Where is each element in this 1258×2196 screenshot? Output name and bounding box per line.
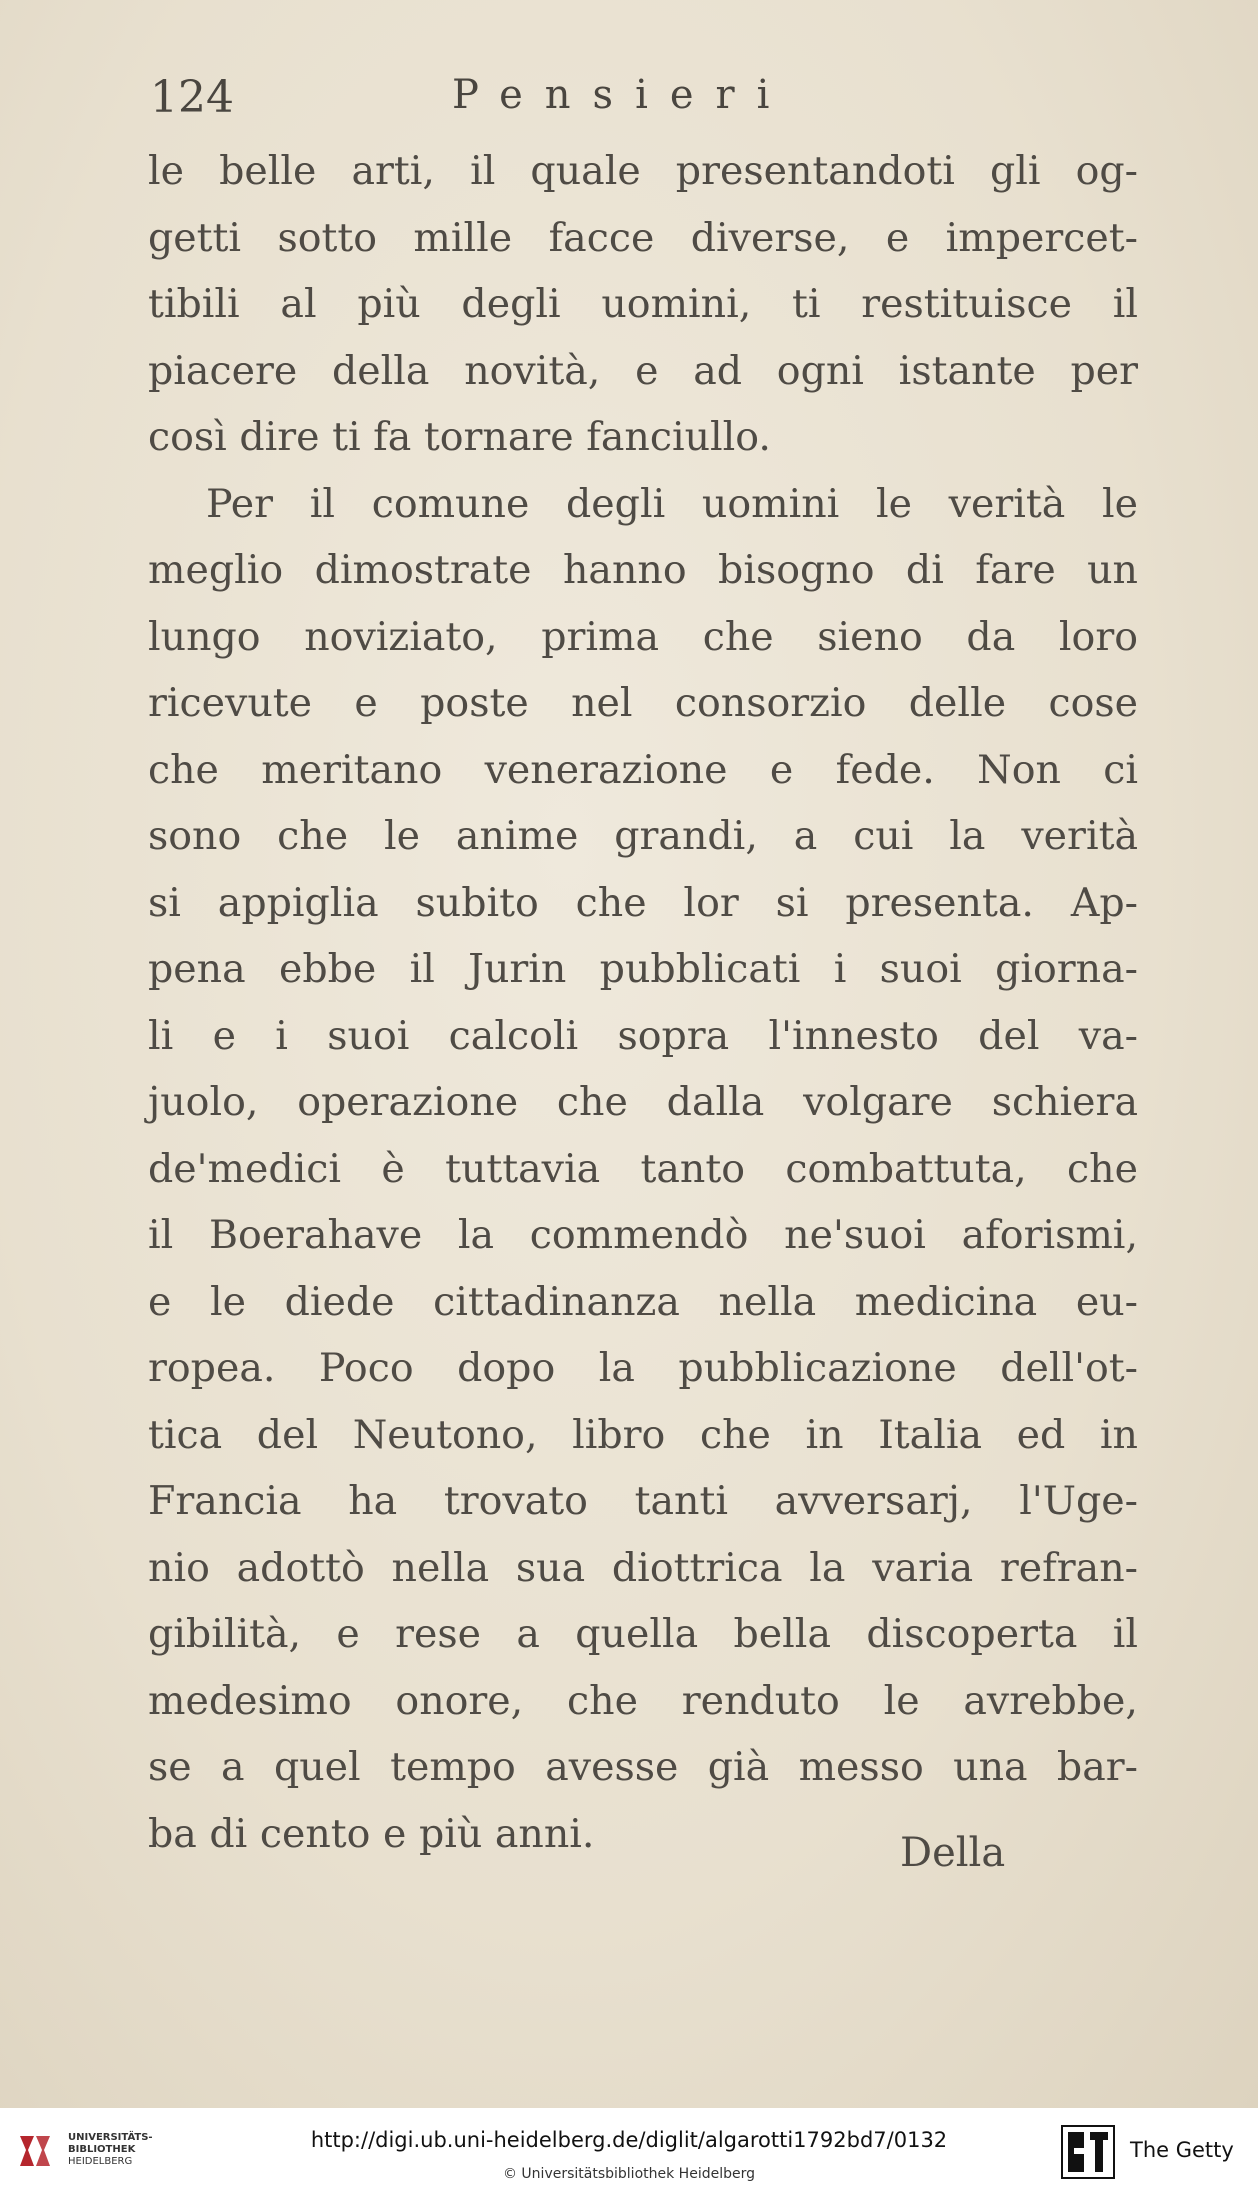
text-line: tibili al più degli uomini, ti restituisce il: [148, 281, 1138, 327]
text-line: che meritano venerazione e fede. Non ci: [148, 746, 1138, 793]
library-name-line: BIBLIOTHEK: [68, 2144, 136, 2155]
text-line: meglio dimostrate hanno bisogno di fare un: [148, 547, 1138, 593]
permalink-url[interactable]: http://digi.ub.uni-heidelberg.de/diglit/algarotti1792bd7/0132: [310, 2128, 948, 2152]
copyright-notice: © Universitätsbibliothek Heidelberg: [502, 2166, 755, 2182]
text-line: juolo, operazione che dalla volgare schiera: [148, 1079, 1138, 1125]
text-line: tica del Neutono, libro che in Italia ed in: [148, 1411, 1138, 1458]
text-line: Francia ha trovato tanti avversarj, l'Uge-: [148, 1478, 1138, 1524]
text-line: il Boerahave la commendò ne'suoi aforismi,: [148, 1212, 1138, 1258]
library-name-line: UNIVERSITÄTS-: [68, 2132, 153, 2143]
text-line: così dire ti fa tornare fanciullo.: [148, 414, 771, 460]
text-line: lungo noviziato, prima che sieno da loro: [148, 613, 1138, 660]
text-line: se a quel tempo avesse già messo una bar-: [148, 1744, 1138, 1790]
text-line: sono che le anime grandi, a cui la verità: [148, 813, 1138, 859]
catchword: Della: [900, 1830, 1006, 1876]
text-line: ropea. Poco dopo la pubblicazione dell'ot-: [148, 1345, 1138, 1391]
running-title: Pensieri: [452, 72, 792, 118]
body-text: [148, 138, 1138, 1867]
text-line: si appiglia subito che lor si presenta. Ap-: [148, 879, 1138, 926]
text-line: Per il comune degli uomini le verità le: [206, 480, 1138, 527]
text-line: getti sotto mille facce diverse, e impercet-: [148, 214, 1138, 261]
text-line: ba di cento e più anni.: [148, 1810, 595, 1857]
page-number: 124: [150, 72, 234, 123]
text-line: ricevute e poste nel consorzio delle cose: [148, 680, 1138, 726]
getty-logo-icon[interactable]: [1058, 2122, 1118, 2182]
text-line: pena ebbe il Jurin pubblicati i suoi giorna-: [148, 946, 1138, 992]
running-head: [150, 62, 1150, 132]
text-line: medesimo onore, che renduto le avrebbe,: [148, 1677, 1138, 1724]
text-line: nio adottò nella sua diottrica la varia refran-: [148, 1544, 1138, 1591]
library-name-line: HEIDELBERG: [68, 2156, 133, 2167]
text-line: gibilità, e rese a quella bella discoperta il: [148, 1611, 1138, 1657]
text-line: li e i suoi calcoli sopra l'innesto del va-: [148, 1012, 1138, 1059]
text-line: de'medici è tuttavia tanto combattuta, che: [148, 1145, 1138, 1192]
text-line: le belle arti, il quale presentandoti gli og-: [148, 148, 1138, 194]
text-line: e le diede cittadinanza nella medicina eu-: [148, 1278, 1138, 1325]
viewer-footer: [0, 2108, 1258, 2196]
partner-name: The Getty: [1130, 2138, 1234, 2162]
text-line: piacere della novità, e ad ogni istante per: [148, 347, 1138, 394]
